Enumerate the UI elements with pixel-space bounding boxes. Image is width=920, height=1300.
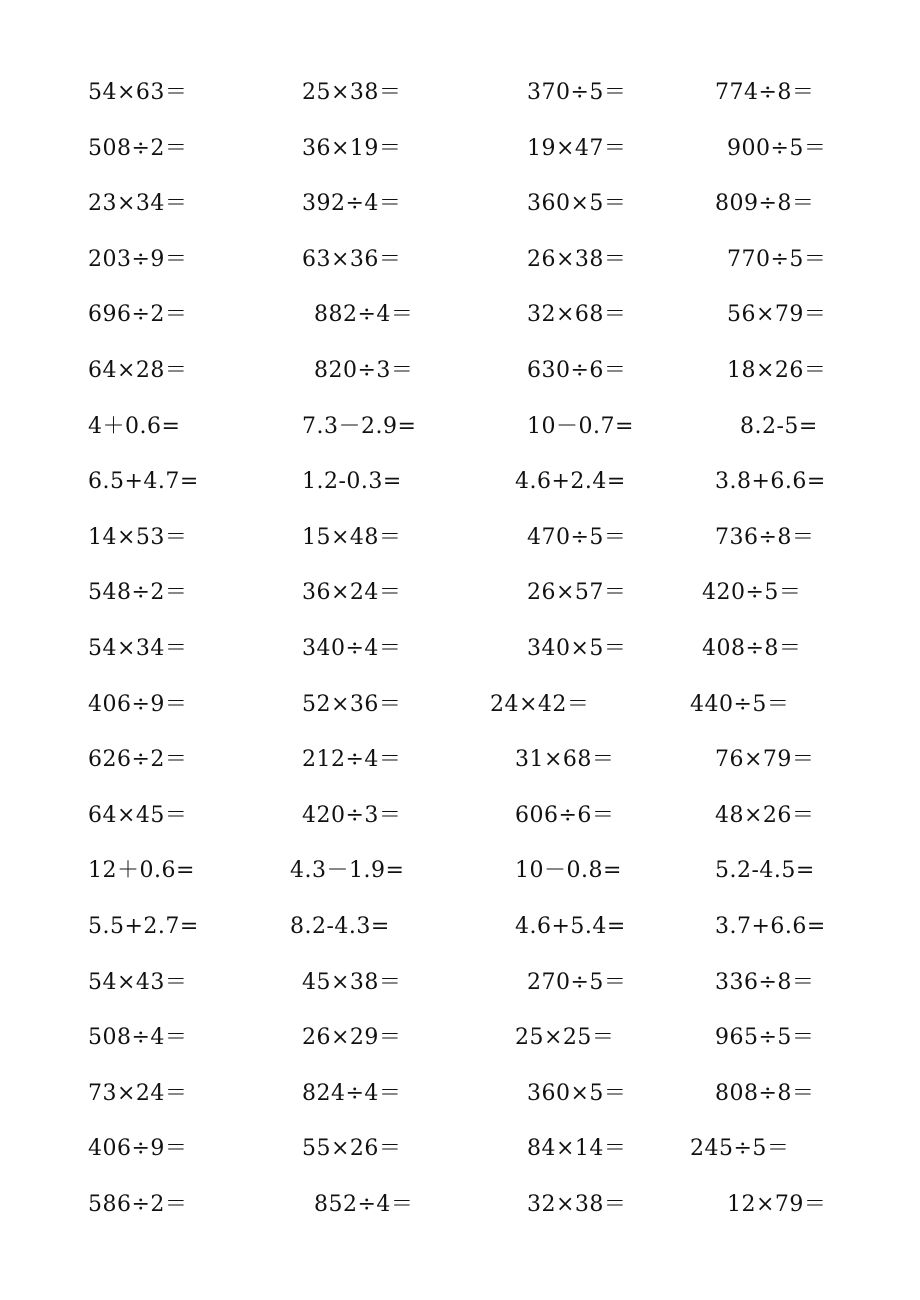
problem-r16-c2: 8.2-4.3=: [290, 914, 390, 939]
problem-r9-c3: 470÷5＝: [527, 525, 627, 550]
problem-r13-c4: 76×79＝: [715, 747, 815, 772]
problem-r4-c4: 770÷5＝: [727, 247, 827, 272]
problem-r7-c3: 10－0.7=: [527, 414, 634, 439]
problem-r5-c2: 882÷4＝: [314, 302, 414, 327]
problem-r1-c3: 370÷5＝: [527, 80, 627, 105]
problem-r3-c1: 23×34＝: [88, 191, 188, 216]
problem-r14-c1: 64×45＝: [88, 803, 188, 828]
problem-r20-c2: 55×26＝: [302, 1136, 402, 1161]
problem-r21-c4: 12×79＝: [727, 1192, 827, 1217]
problem-r13-c2: 212÷4＝: [302, 747, 402, 772]
problem-r16-c4: 3.7+6.6=: [715, 914, 826, 939]
problem-r4-c3: 26×38＝: [527, 247, 627, 272]
problem-r21-c1: 586÷2＝: [88, 1192, 188, 1217]
problem-r7-c2: 7.3－2.9=: [302, 414, 417, 439]
problem-r6-c4: 18×26＝: [727, 358, 827, 383]
problem-r9-c4: 736÷8＝: [715, 525, 815, 550]
problem-r18-c1: 508÷4＝: [88, 1025, 188, 1050]
problem-r18-c2: 26×29＝: [302, 1025, 402, 1050]
problem-r11-c1: 54×34＝: [88, 636, 188, 661]
problem-r2-c2: 36×19＝: [302, 136, 402, 161]
problem-r17-c3: 270÷5＝: [527, 970, 627, 995]
problem-r12-c4: 440÷5＝: [690, 692, 790, 717]
problem-r4-c1: 203÷9＝: [88, 247, 188, 272]
problem-r10-c1: 548÷2＝: [88, 580, 188, 605]
problem-r5-c4: 56×79＝: [727, 302, 827, 327]
problem-r8-c3: 4.6+2.4=: [515, 469, 626, 494]
problem-r8-c2: 1.2-0.3=: [302, 469, 402, 494]
problem-r11-c4: 408÷8＝: [702, 636, 802, 661]
problem-r20-c3: 84×14＝: [527, 1136, 627, 1161]
problem-r9-c1: 14×53＝: [88, 525, 188, 550]
problem-r18-c4: 965÷5＝: [715, 1025, 815, 1050]
problem-r18-c3: 25×25＝: [515, 1025, 615, 1050]
problem-r13-c1: 626÷2＝: [88, 747, 188, 772]
problem-r16-c1: 5.5+2.7=: [88, 914, 199, 939]
problem-r20-c4: 245÷5＝: [690, 1136, 790, 1161]
problem-r1-c4: 774÷8＝: [715, 80, 815, 105]
problem-r14-c4: 48×26＝: [715, 803, 815, 828]
problem-r7-c1: 4＋0.6=: [88, 414, 181, 439]
problem-r6-c3: 630÷6＝: [527, 358, 627, 383]
problem-r10-c3: 26×57＝: [527, 580, 627, 605]
problem-r9-c2: 15×48＝: [302, 525, 402, 550]
problem-r6-c2: 820÷3＝: [314, 358, 414, 383]
problem-r14-c3: 606÷6＝: [515, 803, 615, 828]
problem-r19-c4: 808÷8＝: [715, 1081, 815, 1106]
problem-r17-c1: 54×43＝: [88, 970, 188, 995]
problem-r15-c1: 12＋0.6=: [88, 858, 195, 883]
problem-r3-c3: 360×5＝: [527, 191, 627, 216]
problem-r15-c2: 4.3－1.9=: [290, 858, 405, 883]
problem-r12-c2: 52×36＝: [302, 692, 402, 717]
problem-r10-c4: 420÷5＝: [702, 580, 802, 605]
problem-r12-c1: 406÷9＝: [88, 692, 188, 717]
problem-r8-c1: 6.5+4.7=: [88, 469, 199, 494]
problem-r6-c1: 64×28＝: [88, 358, 188, 383]
problem-r20-c1: 406÷9＝: [88, 1136, 188, 1161]
problem-r14-c2: 420÷3＝: [302, 803, 402, 828]
problem-r21-c2: 852÷4＝: [314, 1192, 414, 1217]
problem-r21-c3: 32×38＝: [527, 1192, 627, 1217]
problem-r15-c4: 5.2-4.5=: [715, 858, 815, 883]
problem-r1-c2: 25×38＝: [302, 80, 402, 105]
problem-r5-c3: 32×68＝: [527, 302, 627, 327]
problem-r15-c3: 10－0.8=: [515, 858, 622, 883]
problem-r3-c4: 809÷8＝: [715, 191, 815, 216]
problem-r4-c2: 63×36＝: [302, 247, 402, 272]
problem-r7-c4: 8.2-5=: [740, 414, 818, 439]
problem-r17-c4: 336÷8＝: [715, 970, 815, 995]
problem-r13-c3: 31×68＝: [515, 747, 615, 772]
problem-r8-c4: 3.8+6.6=: [715, 469, 826, 494]
problem-r10-c2: 36×24＝: [302, 580, 402, 605]
problem-r17-c2: 45×38＝: [302, 970, 402, 995]
problem-r3-c2: 392÷4＝: [302, 191, 402, 216]
problem-r5-c1: 696÷2＝: [88, 302, 188, 327]
problem-r11-c2: 340÷4＝: [302, 636, 402, 661]
problem-r1-c1: 54×63＝: [88, 80, 188, 105]
problem-r16-c3: 4.6+5.4=: [515, 914, 626, 939]
problem-r11-c3: 340×5＝: [527, 636, 627, 661]
problem-r19-c2: 824÷4＝: [302, 1081, 402, 1106]
problem-r19-c3: 360×5＝: [527, 1081, 627, 1106]
problem-r2-c3: 19×47＝: [527, 136, 627, 161]
problem-r12-c3: 24×42＝: [490, 692, 590, 717]
problem-r2-c1: 508÷2＝: [88, 136, 188, 161]
problem-r19-c1: 73×24＝: [88, 1081, 188, 1106]
problem-r2-c4: 900÷5＝: [727, 136, 827, 161]
